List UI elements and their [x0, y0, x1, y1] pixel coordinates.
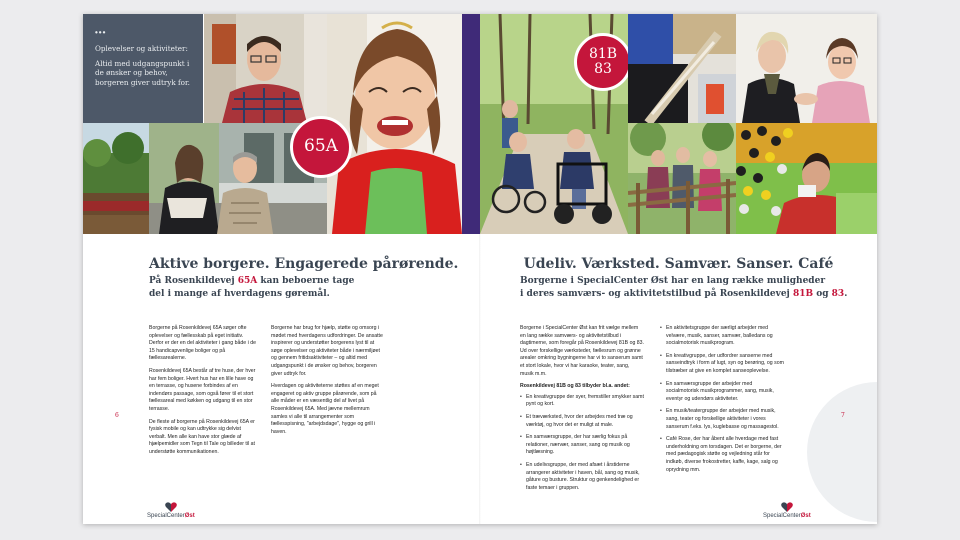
- logo-name-main: SpecialCenter: [763, 513, 801, 519]
- activity-list-item: • En kreativgruppe, der udfordrer sanserne med sanseindtryk i form af lugt, syn og berøring, og som tilstræber at give en komplet sanseoplevelse.: [660, 353, 786, 376]
- left-col2-para: Hverdagen og aktiviteterne støttes af en meget engageret og aktiv gruppe pårørende, som på alle måder er en væsentlig del af livet på Rosenkildevej 65A. Med jævne mellemrum samles vi alle til arrangementer som fællesspisning, "arbejdsdage", hygge og grill i haven.: [271, 383, 379, 435]
- left-col2-para: Borgerne har brug for hjælp, støtte og omsorg i mødet med hverdagens udfordringer. De ansatte inspirerer og understøtter borgerens lyst til at søge oplevelser og aktiviteter både i nærmiljøet og gennem fritidsaktiviteter – og altid med udgangspunkt i de ønsker og behov, borgeren giver udtryk for.: [271, 325, 383, 377]
- right-column-2: [660, 325, 786, 479]
- right-subhead-post: .: [844, 288, 848, 299]
- badge-83-label: 83: [594, 61, 612, 77]
- logo-name-main: SpecialCenter: [147, 513, 185, 519]
- left-subhead-pre: På Rosenkildevej: [149, 276, 238, 286]
- badge-65a-label: 65A: [304, 136, 338, 157]
- logo-name: [763, 513, 811, 519]
- left-column-2: [271, 325, 383, 441]
- activity-list-item: • En aktivitetsgruppe der særligt arbejder med velvære, musik, sanser, samvær, balledans og socialmotorisk musikprogram.: [660, 325, 786, 348]
- right-subhead-line-1: Borgerne i SpecialCenter Øst har en lang række muligheder: [520, 276, 826, 286]
- left-headline: Aktive borgere. Engagerede pårørende.: [149, 256, 459, 272]
- activity-list-item: • En udelivsgruppe, der med afsæt i årstiderne arrangerer aktiviteter i haven, bål, sang og musik, gåture og busture. Struktur og genkendelighed er faste temaer i gruppen.: [520, 462, 644, 492]
- left-page: [83, 14, 480, 524]
- photo-people-fence: [628, 123, 736, 234]
- quote-line-1: Oplevelser og aktiviteter:: [95, 43, 188, 53]
- page-gutter: [479, 234, 481, 524]
- photo-ball-pit: [736, 123, 877, 234]
- left-subhead-highlight: 65A: [237, 276, 258, 286]
- logo-name-accent: Øst: [800, 513, 811, 519]
- left-col1-para: Borgerne på Rosenkildevej 65A søger ofte oplevelser og fællesskab på eget initiativ. Derfor er der en del aktiviteter i gang både i de 15 handicapvenlige boliger og på fællesarealerne.: [149, 325, 256, 362]
- logo-specialcenter-right: [763, 502, 811, 519]
- quote-line-2: Altid med udgangspunkt i de ønsker og behov, borgeren giver udtryk for.: [95, 58, 190, 87]
- page-number-7: 7: [841, 412, 845, 419]
- right-subhead-line-2: [520, 288, 850, 301]
- activity-list-item: • En musik/teatergruppe der arbejder med musik, sang, teater og forskellige aktiviteter i vores sanserum f.eks. lys, kuglebasse og massagestol.: [660, 408, 786, 431]
- badge-81b-label: 81B: [588, 46, 618, 63]
- quote-box: [83, 14, 203, 123]
- badge-81b-83: [574, 33, 632, 91]
- brochure-spread: [83, 14, 877, 524]
- heart-logo-icon: [165, 502, 177, 512]
- activity-list-item: • Et træværksted, hvor der arbejdes med træ og værktøj, og hvor det er muligt at male.: [520, 414, 644, 429]
- right-subhead-pre: i deres samværs- og aktivitetstilbud på Rosenkildevej: [520, 288, 793, 299]
- page-number-6: 6: [115, 412, 119, 419]
- right-subhead-mid: og: [813, 288, 832, 299]
- badge-65a: [290, 116, 352, 178]
- photo-elderly-women: [736, 14, 877, 123]
- right-column-1: [520, 325, 644, 497]
- right-col1-heading: Rosenkildevej 81B og 83 tilbyder bl.a. andet:: [520, 383, 630, 390]
- photo-painting: [628, 14, 736, 123]
- logo-name: [147, 513, 195, 519]
- right-col1-intro: Borgerne i SpecialCenter Øst kan frit vælge mellem en lang række samværs- og aktivitetstilbud i dagtimerne, som foregår på Rosenkildevej 81B og 83. Ud over forskellige værksteder, fællesrum og grønne arealer omkring bygningerne har vi to sanserum samt et stort lokale, hvor vi har karaoke, teater, sang, musik m.m.: [520, 325, 644, 377]
- left-col1-para: Rosenkildevej 65A består af tre huse, der hver har fem boliger. Hvert hus har en lille have og en terrasse, og husene forbindes af en indendørs passage, som også fører til et stort fællesareal med køkken og udgang til en stor terrasse.: [149, 367, 256, 412]
- photo-garden: [83, 123, 149, 234]
- left-column-1: [149, 325, 257, 462]
- right-text-area: [480, 234, 877, 524]
- activity-list-item: • En samværsgruppe der arbejder med socialmotorisk musikprogrammer, sang, musik, eventyr og udendørs aktiviteter.: [660, 381, 786, 404]
- photo-man-glasses: [204, 14, 327, 123]
- logo-specialcenter-left: [147, 502, 195, 519]
- heart-logo-icon: [781, 502, 793, 512]
- right-subhead-highlight-83: 83: [831, 288, 845, 299]
- right-subhead-highlight-81b: 81B: [792, 288, 814, 299]
- quote-dots: •••: [95, 28, 107, 37]
- right-subhead: [520, 275, 850, 300]
- activity-list-item: • Café Rose, der har åbent alle hverdage med fast underholdning om torsdagen. Det er borgerne, der med pædagogisk støtte og vejledning står for indkøb, diverse frokostretter, kaffe, kage, salg og oprydning mm.: [660, 436, 786, 474]
- activity-list-item: • En samværsgruppe, der har særlig fokus på relationer, nærvær, sanser, sang og musik og højtlæsning.: [520, 434, 644, 457]
- right-page: [480, 14, 877, 524]
- left-subhead-post: kan beboerne tage del i mange af hverdagens gøremål.: [149, 276, 355, 299]
- activity-list-item: • En kreativgruppe der syer, fremstiller smykker samt pynt og kort.: [520, 394, 644, 409]
- left-col1-para: De fleste af borgerne på Rosenkildevej 65A er fysisk mobile og kan udtrykke sig delvist verbalt. Men alle kan have stor glæde af hjælpemidler som Tegn til Tale og billeder til at understøtte kommunikationen.: [149, 418, 255, 455]
- left-subhead: [149, 275, 359, 300]
- photo-smiling-woman: [327, 14, 462, 234]
- left-text-area: [83, 234, 480, 524]
- purple-stripe: [462, 14, 480, 234]
- right-headline: Udeliv. Værksted. Samvær. Sanser. Café: [523, 256, 834, 272]
- logo-name-accent: Øst: [184, 513, 195, 519]
